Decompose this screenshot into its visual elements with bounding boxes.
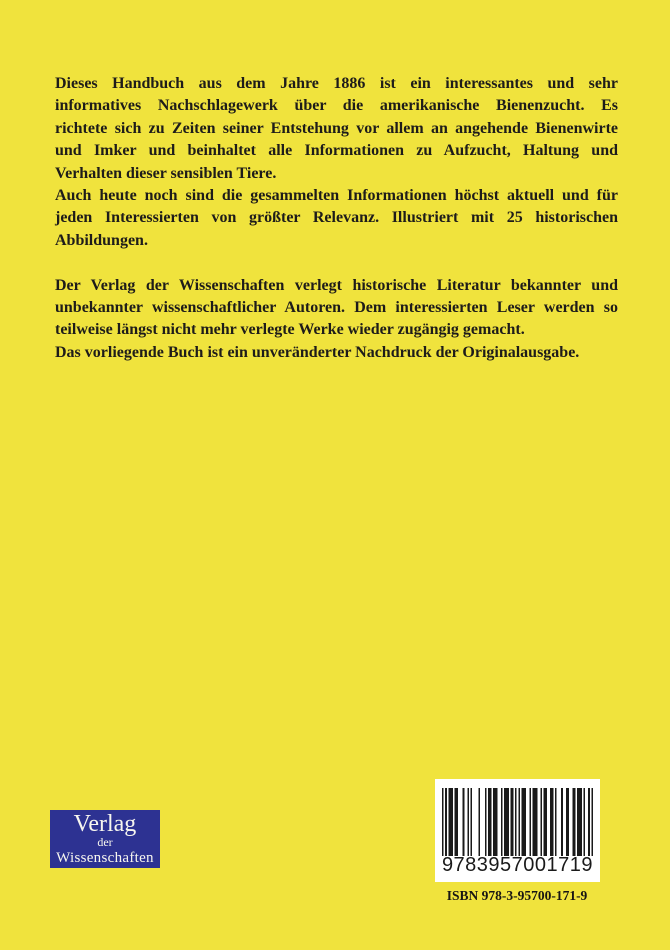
publisher-logo-line: der bbox=[97, 834, 113, 849]
blurb-line: Das vorliegende Buch ist ein unveränderter Nachdruck der Originalausgabe. bbox=[55, 343, 580, 361]
blurb-line: teilweise längst nicht mehr verlegte Werke wieder zugängig gemacht. bbox=[55, 321, 525, 339]
isbn-label: ISBN 978-3-95700-171-9 bbox=[446, 888, 588, 903]
blurb-line: Auch heute noch sind die gesammelten Informationen höchst aktuell und für bbox=[55, 187, 618, 205]
blurb-line: Abbildungen. bbox=[55, 231, 148, 249]
barcode-number: 9783957001719 bbox=[441, 854, 594, 876]
paragraph-spacer bbox=[55, 252, 618, 274]
blurb-line: informatives Nachschlagewerk über die amerikanische Bienenzucht. Es bbox=[55, 97, 618, 115]
blurb-line: Der Verlag der Wissenschaften verlegt historische Literatur bekannter und bbox=[55, 276, 618, 294]
blurb-line: jeden Interessierten von größter Relevanz. Illustriert mit 25 historischen bbox=[55, 209, 618, 227]
publisher-logo-line: Wissenschaften bbox=[56, 849, 154, 866]
blurb-line: unbekannter wissenschaftlicher Autoren. Dem interessierten Leser werden so bbox=[55, 299, 618, 317]
barcode-bars bbox=[442, 788, 593, 856]
blurb-line: Dieses Handbuch aus dem Jahre 1886 ist ein interessantes und sehr bbox=[55, 75, 618, 92]
publisher-logo bbox=[50, 810, 160, 868]
blurb-line: richtete sich zu Zeiten seiner Entstehung vor allem an angehende Bienenwirte bbox=[55, 119, 618, 137]
publisher-logo-line: Verlag bbox=[73, 810, 137, 837]
blurb-line: Verhalten dieser sensiblen Tiere. bbox=[55, 164, 277, 182]
back-cover-blurb bbox=[55, 73, 618, 364]
blurb-line: und Imker und beinhaltet alle Informationen zu Aufzucht, Haltung und bbox=[55, 142, 618, 160]
barcode bbox=[435, 779, 600, 882]
